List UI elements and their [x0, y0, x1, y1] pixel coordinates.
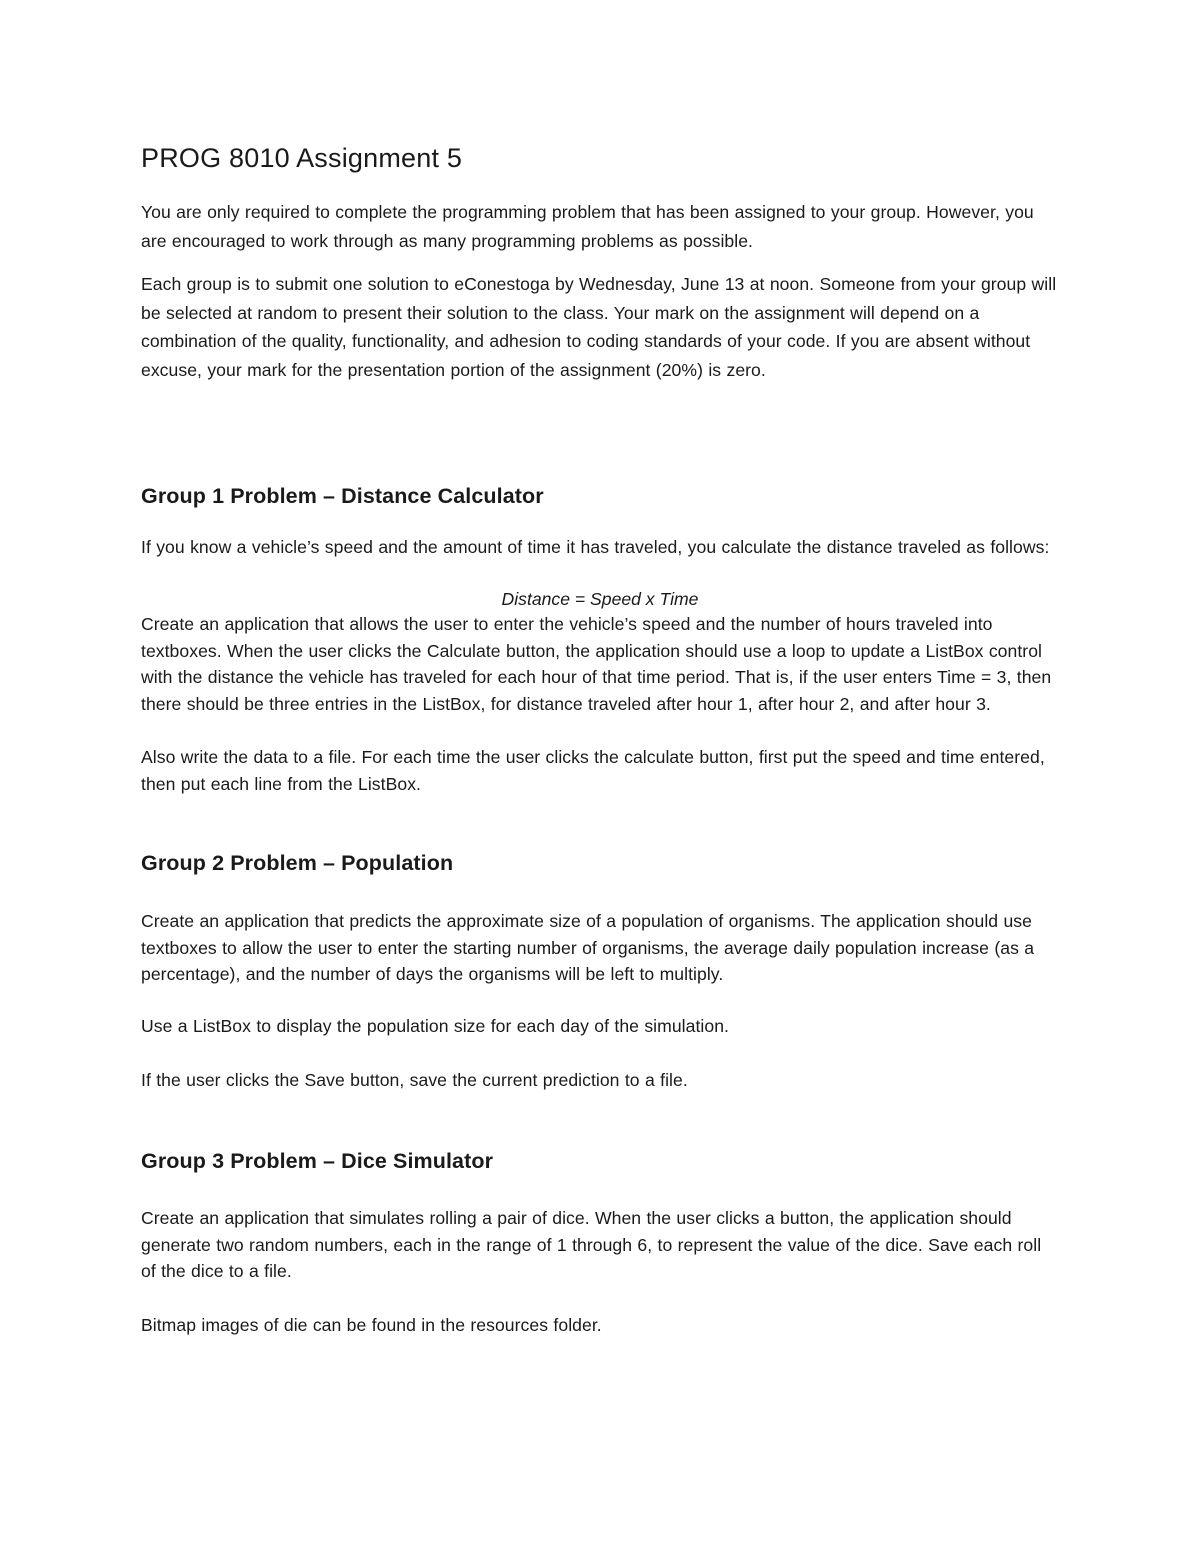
group1-file-note: Also write the data to a file. For each time the user clicks the calculate button, first put the speed and time entered, then put each line from the ListBox.	[141, 747, 1045, 794]
group1-body: Create an application that allows the user to enter the vehicle’s speed and the number of hours traveled into textboxes. When the user clicks the Calculate button, the application should use a loop to update a ListBox control with the distance the vehicle has traveled for each hour of that time period. That is, if the user enters Time = 3, then there should be three entries in the ListBox, for distance traveled after hour 1, after hour 2, and after hour 3.	[141, 614, 1052, 714]
distance-formula: Distance = Speed x Time	[501, 589, 699, 609]
group1-intro: If you know a vehicle’s speed and the amount of time it has traveled, you calculate the distance traveled as follows:	[141, 537, 1050, 557]
intro-paragraph-1: You are only required to complete the programming problem that has been assigned to your group. However, you are encouraged to work through as many programming problems as possible.	[141, 202, 1034, 251]
group2-paragraph-3: If the user clicks the Save button, save the current prediction to a file.	[141, 1070, 688, 1090]
group2-paragraph-1: Create an application that predicts the approximate size of a population of organisms. The application should use textboxes to allow the user to enter the starting number of organisms, the average daily population increase (as a percentage), and the number of days the organisms will be left to multiply.	[141, 911, 1035, 984]
intro-paragraph-2: Each group is to submit one solution to eConestoga by Wednesday, June 13 at noon. Someone from your group will be selected at random to present their solution to the class. Your mark on the assignment will depend on a combination of the quality, functionality, and adhesion to coding standards of your code. If you are absent without excuse, your mark for the presentation portion of the assignment (20%) is zero.	[141, 274, 1057, 380]
group2-paragraph-2: Use a ListBox to display the population size for each day of the simulation.	[141, 1016, 729, 1036]
group2-heading: Group 2 Problem – Population	[141, 851, 454, 875]
group3-paragraph-2: Bitmap images of die can be found in the resources folder.	[141, 1315, 602, 1335]
group3-paragraph-1: Create an application that simulates rolling a pair of dice. When the user clicks a button, the application should generate two random numbers, each in the range of 1 through 6, to represent the value of the dice. Save each roll of the dice to a file.	[141, 1208, 1042, 1281]
document-title: PROG 8010 Assignment 5	[141, 143, 463, 173]
group3-heading: Group 3 Problem – Dice Simulator	[141, 1149, 494, 1173]
group1-heading: Group 1 Problem – Distance Calculator	[141, 484, 544, 508]
